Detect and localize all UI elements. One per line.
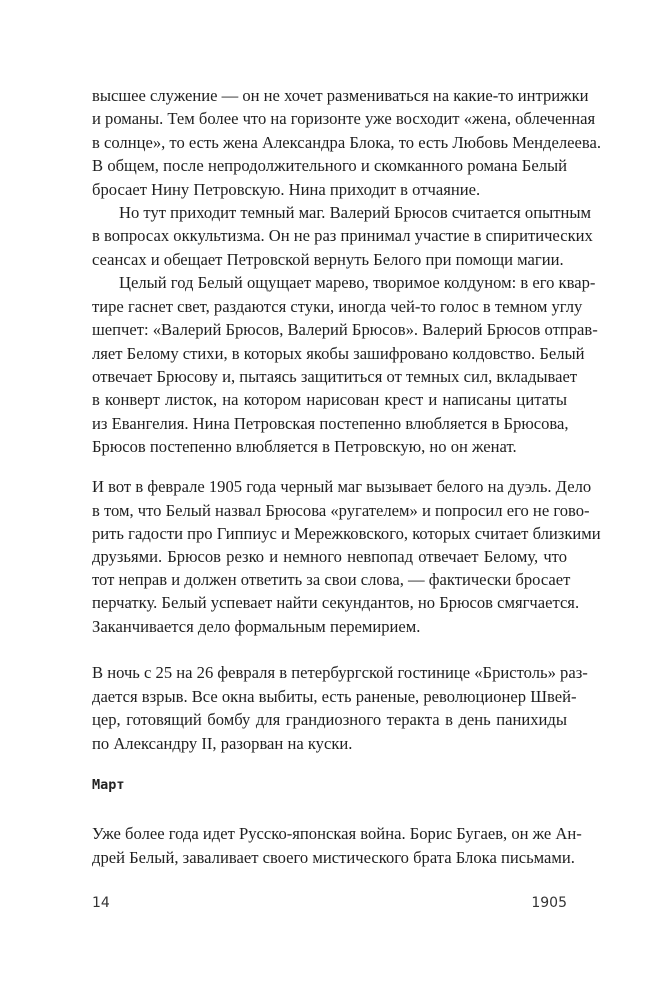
text-line: В ночь с 25 на 26 февраля в петербургской гостинице «Бристоль» раз-: [92, 663, 588, 682]
running-title: 1905: [531, 895, 567, 911]
text-line: перчатку. Белый успевает найти секундантов, но Брюсов смягчается.: [92, 593, 580, 612]
text-line: бросает Нину Петровскую. Нина приходит в отчаяние.: [92, 180, 481, 199]
text-line: из Евангелия. Нина Петровская постепенно влюбляется в Брюсова,: [92, 414, 569, 433]
text-line: Целый год Белый ощущает марево, творимое колдуном: в его квар-: [119, 273, 596, 292]
text-line: в конверт листок, на котором нарисован крест и написаны цитаты: [92, 390, 567, 409]
text-line: Брюсов постепенно влюбляется в Петровскую, но он женат.: [92, 437, 517, 456]
section-heading: Март: [92, 777, 125, 793]
text-line: И вот в феврале 1905 года черный маг вызывает белого на дуэль. Дело: [92, 477, 592, 496]
text-line: Заканчивается дело формальным перемирием.: [92, 617, 421, 636]
text-line: отвечает Брюсову и, пытаясь защититься от темных сил, вкладывает: [92, 367, 578, 386]
text-line: друзьями. Брюсов резко и немного невпопад отвечает Белому, что: [92, 547, 567, 566]
text-line: тире гаснет свет, раздаются стуки, иногда чей-то голос в темном углу: [92, 297, 583, 316]
text-line: ляет Белому стихи, в которых якобы зашифровано колдовство. Белый: [92, 344, 585, 363]
text-line: в том, что Белый назвал Брюсова «ругателем» и попросил его не гово-: [92, 501, 590, 520]
text-line: Но тут приходит темный маг. Валерий Брюсов считается опытным: [119, 203, 592, 222]
text-line: сеансах и обещает Петровской вернуть Белого при помощи магии.: [92, 250, 564, 269]
text-line: и романы. Тем более что на горизонте уже восходит «жена, облеченная: [92, 109, 596, 128]
text-line: высшее служение — он не хочет размениваться на какие-то интрижки: [92, 86, 589, 105]
text-line: Уже более года идет Русско-японская война. Борис Бугаев, он же Ан-: [92, 824, 582, 843]
text-line: рить гадости про Гиппиус и Мережковского, которых считает близкими: [92, 524, 601, 543]
page-number: 14: [92, 895, 110, 911]
text-line: в солнце», то есть жена Александра Блока, то есть Любовь Менделеева.: [92, 133, 601, 152]
text-line: В общем, после непродолжительного и скомканного романа Белый: [92, 156, 567, 175]
text-line: шепчет: «Валерий Брюсов, Валерий Брюсов». Валерий Брюсов отправ-: [92, 320, 598, 339]
text-line: дрей Белый, заваливает своего мистического брата Блока письмами.: [92, 848, 575, 867]
text-line: в вопросах оккультизма. Он не раз принимал участие в спиритических: [92, 226, 593, 245]
text-line: по Александру II, разорван на куски.: [92, 734, 353, 753]
text-line: тот неправ и должен ответить за свои слова, — фактически бросает: [92, 570, 571, 589]
text-line: дается взрыв. Все окна выбиты, есть раненые, революционер Швей-: [92, 687, 577, 706]
text-line: цер, готовящий бомбу для грандиозного теракта в день панихиды: [92, 710, 567, 729]
